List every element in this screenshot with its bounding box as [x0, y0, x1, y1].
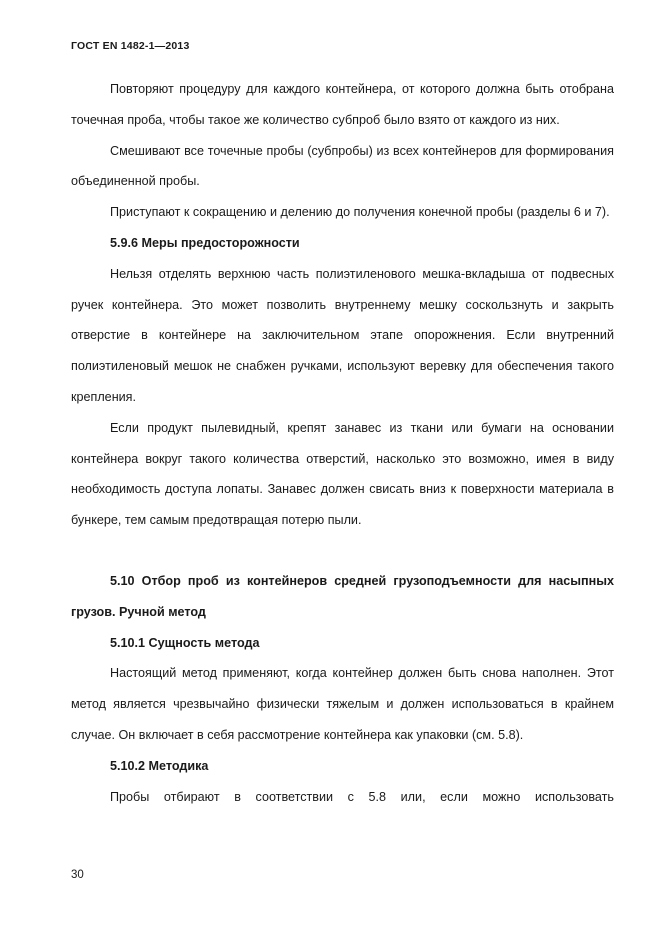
paragraph-procedure-start: Пробы отбирают в соответствии с 5.8 или, если можно использовать — [110, 789, 614, 804]
document-header: ГОСТ EN 1482-1—2013 — [71, 40, 190, 52]
paragraph-dust-curtain: Если продукт пылевидный, крепят занавес из ткани или бумаги на основании контейнера вокруг такого количества отверстий, насколько это возможно, имея в виду необходимость доступа лопаты. Занавес должен свисать вниз к поверхности материала в бункере, тем самым предотвращая потерю пыли. — [71, 420, 614, 528]
paragraph-repeat-procedure: Повторяют процедуру для каждого контейнера, от которого должна быть отобрана точечная проба, чтобы такое же количество субпроб было взято от каждого из них. — [71, 82, 614, 127]
heading-5-10-1: 5.10.1 Сущность метода — [110, 635, 260, 650]
heading-5-10-2: 5.10.2 Методика — [110, 758, 209, 773]
paragraph-method-essence: Настоящий метод применяют, когда контейнер должен быть снова наполнен. Этот метод является чрезвычайно физически тяжелым и должен использоваться в крайнем случае. Он включает в себя рассмотрение контейнера как упаковки (см. 5.8). — [71, 666, 614, 742]
heading-5-10: 5.10 Отбор проб из контейнеров средней грузоподъемности для насыпных грузов. Ручной метод — [71, 573, 614, 619]
section-spacer — [71, 536, 614, 566]
heading-5-9-6: 5.9.6 Меры предосторожности — [110, 235, 300, 250]
paragraph-liner-handles: Нельзя отделять верхнюю часть полиэтиленового мешка-вкладыша от подвесных ручек контейнера. Это может позволить внутреннему мешку соскользнуть и закрыть отверстие в контейнере на заключительном этапе опорожнения. Если внутренний полиэтиленовый мешок не снабжен ручками, используют веревку для обеспечения такого крепления. — [71, 266, 614, 404]
paragraph-mix-samples: Смешивают все точечные пробы (субпробы) из всех контейнеров для формирования объединенной пробы. — [71, 143, 614, 189]
page-number: 30 — [71, 869, 84, 881]
page-content — [71, 74, 614, 812]
paragraph-reduction: Приступают к сокращению и делению до получения конечной пробы (разделы 6 и 7). — [110, 205, 610, 220]
